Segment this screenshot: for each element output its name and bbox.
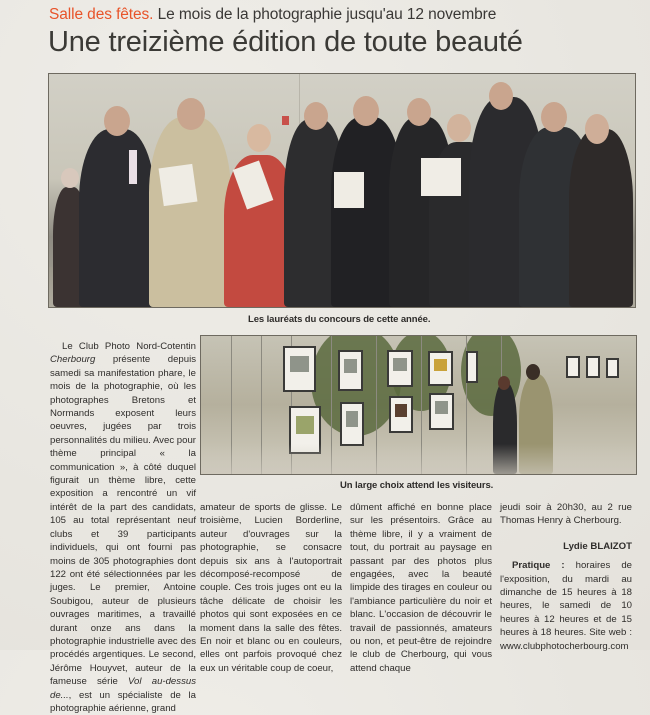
- body-text: jeudi soir à 20h30, au 2 rue Thomas Henry à Cherbourg.: [500, 502, 632, 527]
- practical-text: horaires de l'exposition, du mardi au dimanche de 15 heures à 18 heures, le samedi de 10 heures à 12 heures et de 15 heures à 18 heures. Site web : www.clubphotocherbourg.com: [500, 560, 632, 652]
- article-column-1: [50, 340, 196, 715]
- article-column-2: [200, 501, 342, 675]
- headline: Une treizième édition de toute beauté: [48, 26, 523, 58]
- practical-label: Pratique :: [512, 560, 565, 572]
- photo-caption-2: Un large choix attend les visiteurs.: [340, 480, 494, 491]
- body-text: amateur de sports de glisse. Le troisième, Lucien Borderline, auteur d'ouvrages sur la photographie, se consacre depuis six ans à l'autoportrait décomposé-recomposé de couple. Ces trois juges ont eu la tâche délicate de choisir les photos qui sont exposées en ce moment dans la salle des fêtes. En noir et blanc ou en couleurs, elles ont parfois provoqué chez eux un véritable coup de coeur,: [200, 502, 342, 674]
- rubric-label: Salle des fêtes.: [49, 6, 154, 23]
- body-text-italic: Vol au-dessus de...: [50, 676, 196, 701]
- body-text: dûment affiché en bonne place sur les présentoirs. Grâce au thème libre, il y a vraiment de tout, du portrait au paysage en passant par des photos plus engagées, avec la beauté limpide des tirages en couleur ou l'ambiance particulière du noir et blanc. L'occasion de découvrir le travail de passionnés, amateurs ou non, et peut-être de rejoindre le club de Cherbourg, qui vous attend chaque: [350, 502, 492, 674]
- article-column-4: [500, 501, 632, 653]
- photo-exhibition: [200, 335, 637, 475]
- body-text: Le Club Photo Nord-Cotentin: [62, 341, 196, 352]
- article-column-3: [350, 501, 492, 675]
- subheading: Le mois de la photographie jusqu'au 12 novembre: [157, 6, 497, 23]
- body-text: présente depuis samedi sa manifestation phare, le mois de la photographie, où les photographes Bretons et Normands exposent leurs oeuvres, jugées par trois personnalités du milieu. Avec pour thème principal « la communication », à côté duquel figurait un thème libre, cette exposition a rencontré un vif intérêt de la part des candidats, 105 au total représentant neuf clubs et 39 participants individuels, qui ont fourni pas moins de 305 photographies dont 122 ont été sélectionnées par les juges. Le premier, Antoine Soubigou, auteur de plusieurs ouvrages maritimes, a travaillé durant onze ans dans la photographie industrielle avec des procédés argentiques. Le second, Jérôme Houyvet, auteur de la fameuse série: [50, 354, 196, 688]
- body-text: , est un spécialiste de la photographie aérienne, grand: [50, 689, 196, 714]
- author-byline: Lydie BLAIZOT: [563, 540, 632, 552]
- article-kicker: [49, 6, 496, 24]
- exit-sign-icon: [282, 116, 289, 125]
- photo-award-winners: [48, 73, 636, 308]
- body-text-italic: Cherbourg: [50, 354, 96, 366]
- photo-caption-1: Les lauréats du concours de cette année.: [248, 314, 431, 325]
- practical-info: [500, 559, 632, 653]
